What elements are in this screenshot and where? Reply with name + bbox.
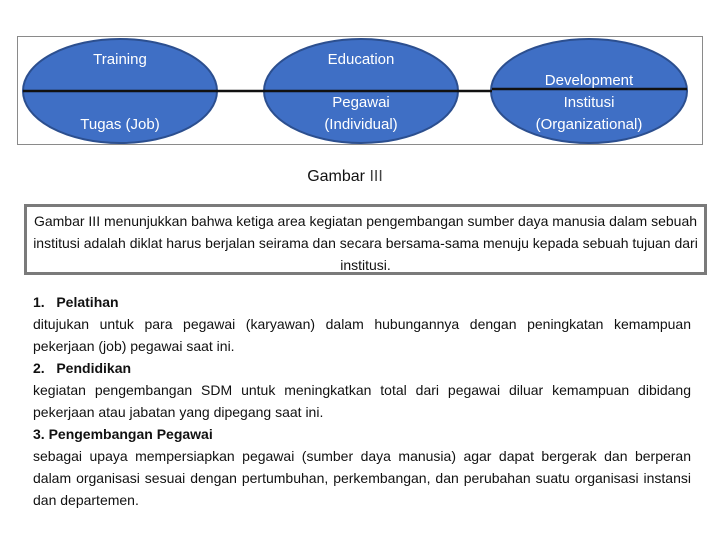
section-list <box>33 291 691 511</box>
label-individual: (Individual) <box>324 116 398 133</box>
label-institusi: Institusi <box>563 94 615 111</box>
label-pegawai: Pegawai <box>332 94 390 111</box>
caption-numeral: III <box>369 168 383 185</box>
section-text-pengembangan: sebagai upaya mempersiapkan pegawai (sumber daya manusia) agar dapat bergerak dan berperan dalam organisasi sesuai dengan pertumbuhan, perkembangan, dan perubahan suatu organisasi instansi dan departemen. <box>33 448 691 508</box>
section-text-pelatihan: ditujukan untuk para pegawai (karyawan) dalam hubungannya dengan peningkatan kemampuan pekerjaan (job) pegawai saat ini. <box>33 316 691 354</box>
label-tugas-job: Tugas (Job) <box>80 116 160 133</box>
section-heading-pelatihan: 1. Pelatihan <box>33 294 119 310</box>
caption-word: Gambar <box>307 168 365 185</box>
summary-text: Gambar III menunjukkan bahwa ketiga area kegiatan pengembangan sumber daya manusia dalam sebuah institusi adalah diklat harus berjalan seirama dan secara bersama-sama menuju kepada sebuah tujuan dari institusi. <box>33 213 698 273</box>
section-text-pendidikan: kegiatan pengembangan SDM untuk meningkatkan total dari pegawai diluar kemampuan dibidang pekerjaan atau jabatan yang dipegang saat ini. <box>33 382 691 420</box>
diagram-figure <box>17 36 703 145</box>
label-development: Development <box>544 72 634 89</box>
label-training: Training <box>93 51 147 68</box>
summary-box <box>24 204 707 275</box>
section-heading-pengembangan: 3. Pengembangan Pegawai <box>33 426 213 442</box>
label-education: Education <box>327 51 395 68</box>
section-heading-pendidikan: 2. Pendidikan <box>33 360 132 376</box>
label-organizational: (Organizational) <box>535 116 643 133</box>
figure-caption <box>0 165 690 189</box>
